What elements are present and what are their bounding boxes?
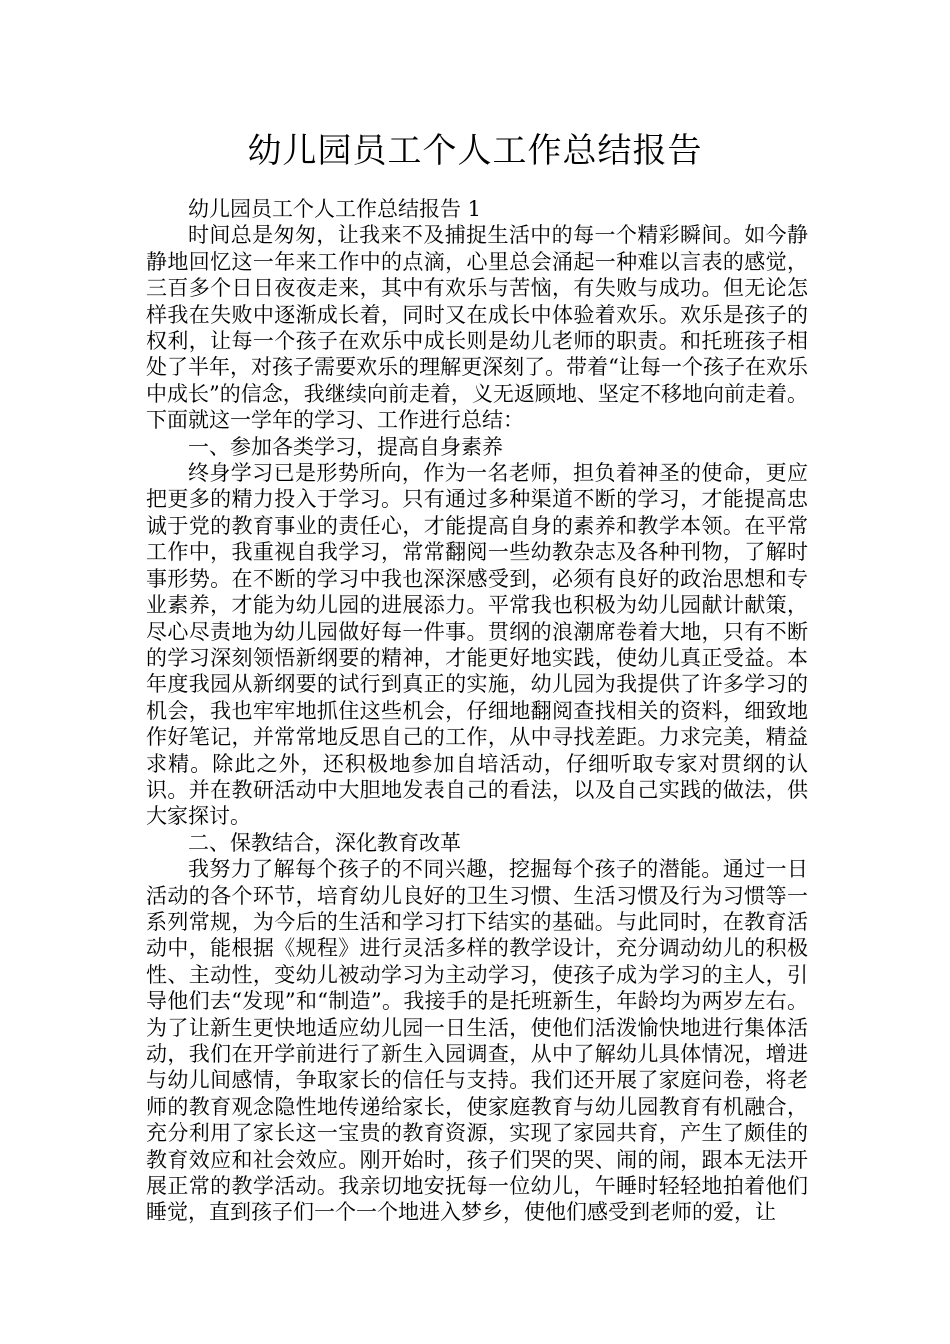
- report-subtitle: 幼儿园员工个人工作总结报告 1: [188, 197, 482, 221]
- intro-paragraph: 时间总是匆匆，让我来不及捕捉生活中的每一个精彩瞬间。如今静静地回忆这一年来工作中的点滴，心里总会涌起一种难以言表的感觉，三百多个日日夜夜走来，其中有欢乐与苦恼，有失败与成功。但无论怎样我在失败中逐渐成长着，同时又在成长中体验着欢乐。欢乐是孩子的权利，让每一个孩子在欢乐中成长则是幼儿老师的职责。和托班孩子相处了半年，对孩子需要欢乐的理解更深刻了。带着“让每一个孩子在欢乐中成长”的信念，我继续向前走着，义无返顾地、坚定不移地向前走着。下面就这一学年的学习、工作进行总结：: [146, 223, 808, 433]
- section-1-heading: 一、参加各类学习，提高自身素养: [188, 434, 503, 459]
- document-title: 幼儿园员工个人工作总结报告: [247, 131, 703, 171]
- section-2-heading: 二、保教结合，深化教育改革: [188, 830, 461, 855]
- section-1-paragraph: 终身学习已是形势所向，作为一名老师，担负着神圣的使命，更应把更多的精力投入于学习。只有通过多种渠道不断的学习，才能提高忠诚于党的教育事业的责任心，才能提高自身的素养和教学本领。在平常工作中，我重视自我学习，常常翻阅一些幼教杂志及各种刊物，了解时事形势。在不断的学习中我也深深感受到，必须有良好的政治思想和专业素养，才能为幼儿园的进展添力。平常我也积极为幼儿园献计献策，尽心尽责地为幼儿园做好每一件事。贯纲的浪潮席卷着大地，只有不断的学习深刻领悟新纲要的精神，才能更好地实践，使幼儿真正受益。本年度我园从新纲要的试行到真正的实施，幼儿园为我提供了许多学习的机会，我也牢牢地抓住这些机会，仔细地翻阅查找相关的资料，细致地作好笔记，并常常地反思自己的工作，从中寻找差距。力求完美，精益求精。除此之外，还积极地参加自培活动，仔细听取专家对贯纲的认识。并在教研活动中大胆地发表自己的看法，以及自己实践的做法，供大家探讨。: [146, 461, 808, 829]
- section-2-paragraph: 我努力了解每个孩子的不同兴趣，挖掘每个孩子的潜能。通过一日活动的各个环节，培育幼儿良好的卫生习惯、生活习惯及行为习惯等一系列常规，为今后的生活和学习打下结实的基础。与此同时，在教育活动中，能根据《规程》进行灵活多样的教学设计，充分调动幼儿的积极性、主动性，变幼儿被动学习为主动学习，使孩子成为学习的主人，引导他们去“发现”和“制造”。我接手的是托班新生，年龄均为两岁左右。为了让新生更快地适应幼儿园一日生活，使他们活泼愉快地进行集体活动，我们在开学前进行了新生入园调查，从中了解幼儿具体情况，增进与幼儿间感情，争取家长的信任与支持。我们还开展了家庭问卷，将老师的教育观念隐性地传递给家长，使家庭教育与幼儿园教育有机融合，充分利用了家长这一宝贵的教育资源，实现了家园共育，产生了颇佳的教育效应和社会效应。刚开始时，孩子们哭的哭、闹的闹，跟本无法开展正常的教学活动。我亲切地安抚每一位幼儿，午睡时轻轻地拍着他们睡觉，直到孩子们一个一个地进入梦乡，使他们感受到老师的爱，让: [146, 857, 808, 1225]
- document-body: [146, 196, 808, 1226]
